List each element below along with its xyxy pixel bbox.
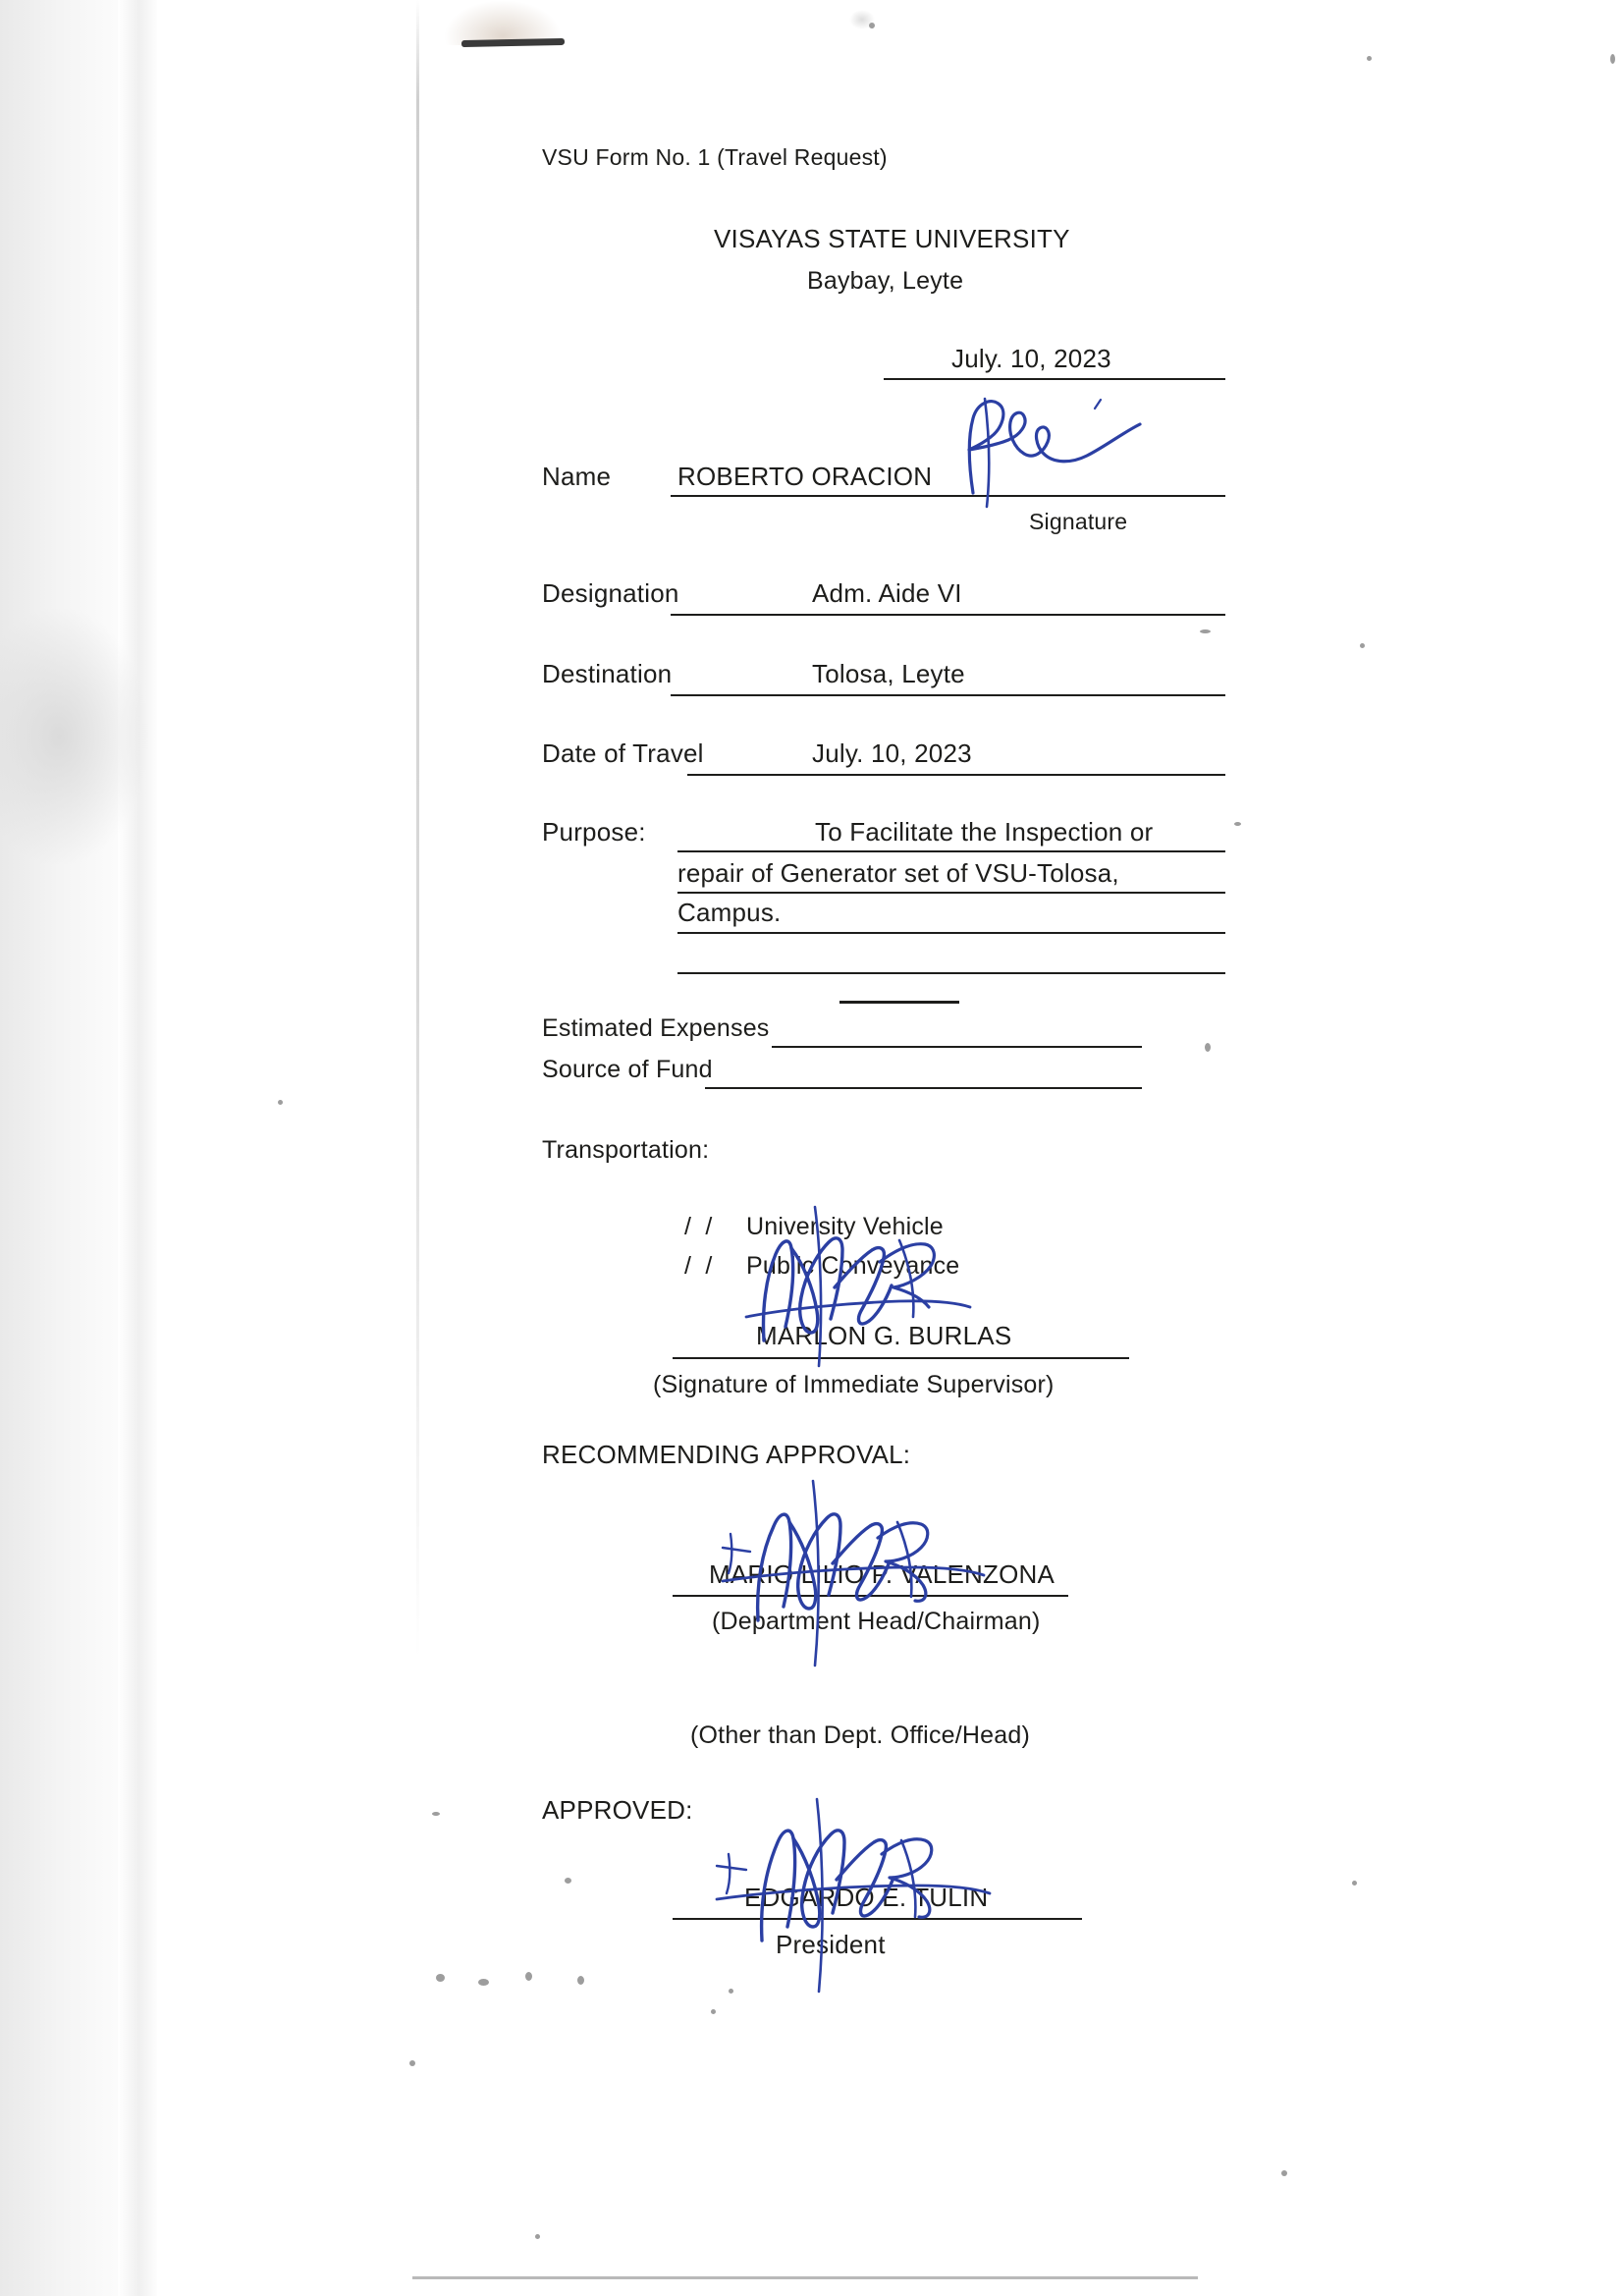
date-of-travel-label: Date of Travel bbox=[542, 738, 704, 768]
transport-option-public-conveyance-label: Public Conveyance bbox=[746, 1252, 960, 1280]
estimated-expenses-rule bbox=[772, 1046, 1142, 1048]
date-rule bbox=[884, 378, 1225, 380]
purpose-rule-2 bbox=[677, 892, 1225, 894]
supervisor-rule bbox=[673, 1357, 1129, 1359]
approved-title: President bbox=[776, 1930, 886, 1959]
purpose-rule-3 bbox=[677, 932, 1225, 934]
institution-location: Baybay, Leyte bbox=[807, 267, 964, 295]
purpose-rule-4 bbox=[677, 972, 1225, 974]
purpose-line-2: repair of Generator set of VSU-Tolosa, bbox=[677, 858, 1119, 888]
purpose-line-3: Campus. bbox=[677, 898, 782, 927]
designation-label: Designation bbox=[542, 578, 679, 608]
recommending-approval-heading: RECOMMENDING APPROVAL: bbox=[542, 1440, 911, 1469]
transport-option-university-vehicle-label: University Vehicle bbox=[746, 1213, 944, 1240]
name-rule bbox=[671, 495, 1225, 497]
signature-caption: Signature bbox=[1029, 509, 1128, 534]
supervisor-name: MARLON G. BURLAS bbox=[756, 1321, 1012, 1350]
destination-rule bbox=[671, 694, 1225, 696]
name-label: Name bbox=[542, 462, 612, 491]
stray-rule bbox=[839, 1001, 959, 1004]
date-value: July. 10, 2023 bbox=[951, 344, 1111, 373]
destination-label: Destination bbox=[542, 659, 673, 688]
name-value: ROBERTO ORACION bbox=[677, 462, 933, 491]
recommending-rule bbox=[673, 1595, 1068, 1597]
date-of-travel-rule bbox=[687, 774, 1225, 776]
transport-checkbox-public-conveyance[interactable]: / / bbox=[684, 1252, 713, 1280]
institution-name: VISAYAS STATE UNIVERSITY bbox=[714, 224, 1070, 253]
source-of-fund-label: Source of Fund bbox=[542, 1056, 713, 1083]
purpose-label: Purpose: bbox=[542, 817, 646, 847]
other-than-dept-caption: (Other than Dept. Office/Head) bbox=[690, 1722, 1030, 1749]
purpose-line-1: To Facilitate the Inspection or bbox=[815, 817, 1154, 847]
approved-heading: APPROVED: bbox=[542, 1795, 693, 1825]
estimated-expenses-label: Estimated Expenses bbox=[542, 1014, 770, 1042]
form-number-label: VSU Form No. 1 (Travel Request) bbox=[542, 144, 888, 170]
designation-value: Adm. Aide VI bbox=[812, 578, 962, 608]
destination-value: Tolosa, Leyte bbox=[812, 659, 965, 688]
approved-rule bbox=[673, 1918, 1082, 1920]
designation-rule bbox=[671, 614, 1225, 616]
source-of-fund-rule bbox=[705, 1087, 1142, 1089]
date-of-travel-value: July. 10, 2023 bbox=[812, 738, 972, 768]
approved-name: EDGARDO E. TULIN bbox=[744, 1883, 989, 1912]
supervisor-caption: (Signature of Immediate Supervisor) bbox=[653, 1371, 1055, 1398]
transport-checkbox-university-vehicle[interactable]: / / bbox=[684, 1213, 713, 1240]
purpose-rule-1 bbox=[677, 850, 1225, 852]
recommending-caption: (Department Head/Chairman) bbox=[712, 1608, 1041, 1635]
recommending-name: MARIO LILIO P. VALENZONA bbox=[709, 1559, 1056, 1589]
transportation-label: Transportation: bbox=[542, 1136, 710, 1164]
